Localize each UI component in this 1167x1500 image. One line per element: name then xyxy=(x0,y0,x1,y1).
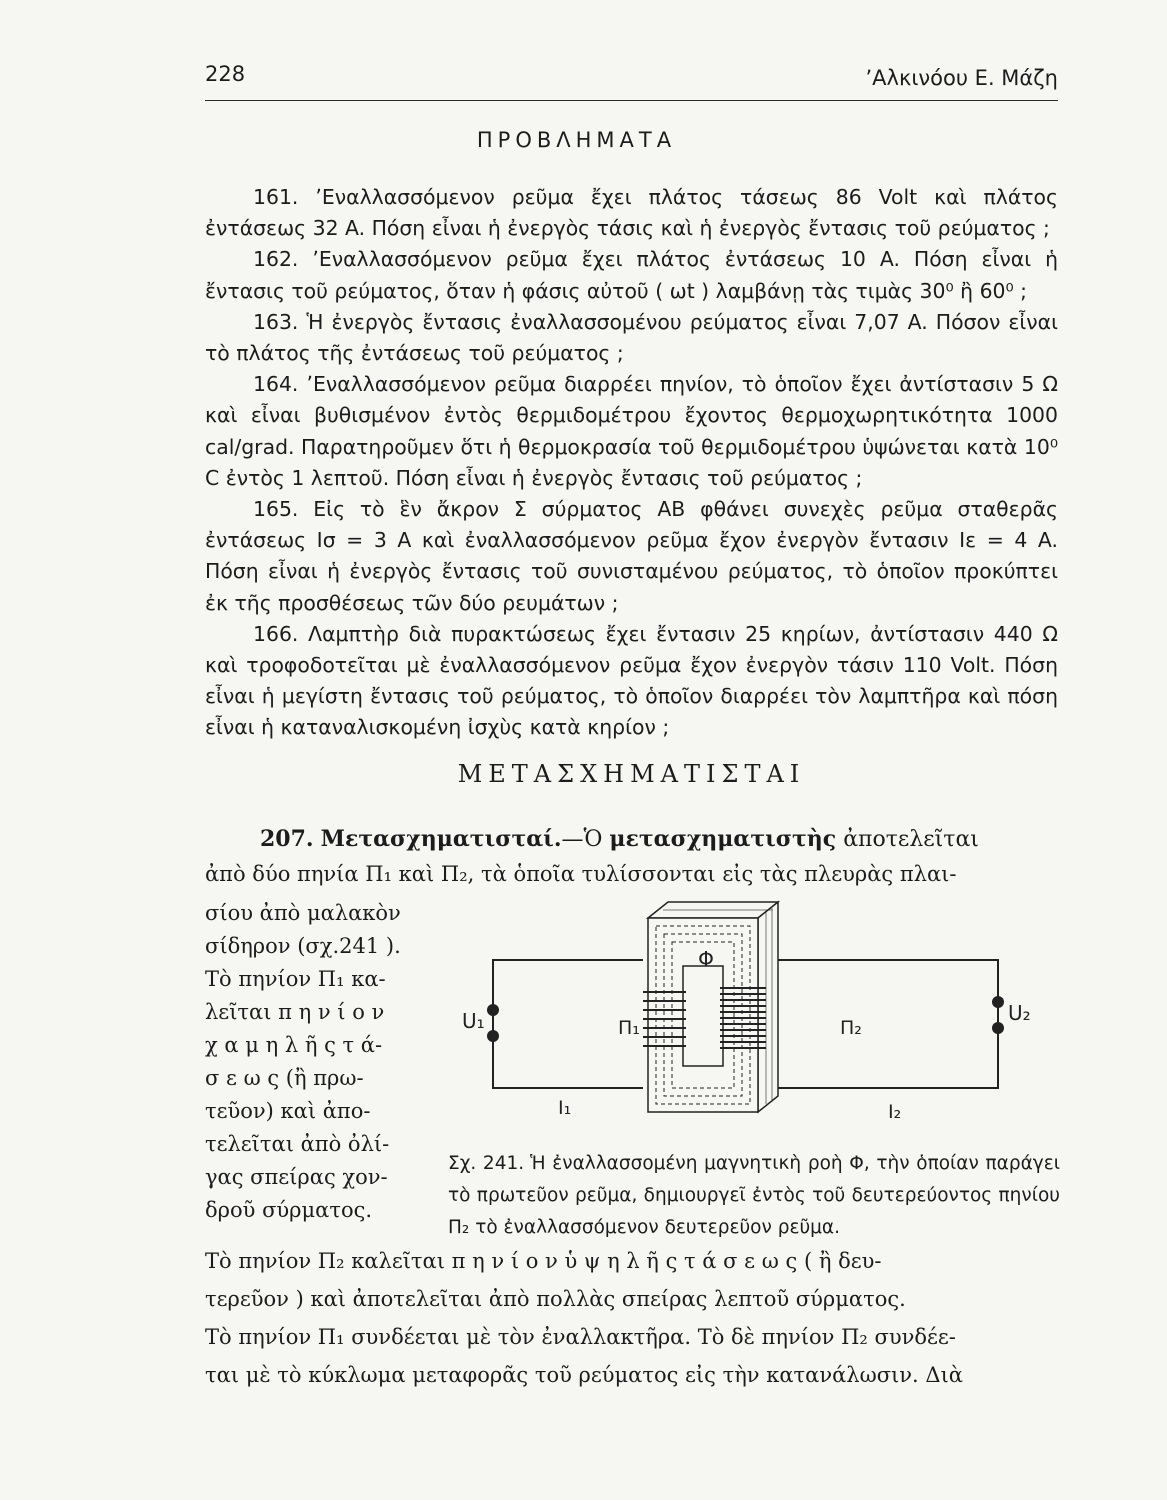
current-i1-label: I₁ xyxy=(558,1097,572,1119)
flux-label: Φ xyxy=(698,947,714,971)
secondary-circuit-wire xyxy=(773,960,998,1088)
body-line: Τὸ πηνίον Π₂ καλεῖται π η ν ί ο ν ὑ ψ η λ ῆ ς τ ά σ ε ω ς ( ἢ δευ- xyxy=(205,1249,882,1273)
current-i2-label: I₂ xyxy=(888,1101,902,1123)
page-number: 228 xyxy=(205,62,246,86)
coil-p2-label: Π₂ xyxy=(840,1017,862,1039)
transformer-diagram xyxy=(448,888,1058,1148)
caption-text: Ἡ ἐναλλασσομένη μαγνητικὴ ροὴ Φ, τὴν ὁποίαν παράγει τὸ πρωτεῦον ρεῦμα, δημιουργεῖ ἐντὸς τοῦ δευτερεύοντος πηνίου Π₂ τὸ ἐναλλασσόμενον δευτερεῦον ρεῦμα. xyxy=(448,1153,1060,1238)
defined-term: μετασχηματιστὴς xyxy=(609,826,837,852)
problems-list xyxy=(205,182,1058,744)
section-title-line: 207. Μετασχηματισταί.—Ὁ μετασχηματιστὴς ἀποτελεῖται xyxy=(260,826,979,852)
problem-item: 166. Λαμπτὴρ διὰ πυρακτώσεως ἔχει ἔντασιν 25 κηρίων, ἀντίστασιν 440 Ω καὶ τροφοδοτεῖται μὲ ἐναλλασσόμενον ρεῦμα ἔχον ἐνεργὸν τάσιν 110 Volt. Πόση εἶναι ἡ μεγίστη ἔντασις τοῦ ρεύματος, τὸ ὁποῖον διαρρέει τὸν λαμπτῆρα καὶ πόση εἶναι ἡ καταναλισκομένη ἰσχὺς κατὰ κηρίον ; xyxy=(205,621,1059,740)
body-line: ται μὲ τὸ κύκλωμα μεταφορᾶς τοῦ ρεύματος εἰς τὴν κατανάλωσιν. Διὰ xyxy=(205,1363,963,1387)
section-number: 207. xyxy=(260,826,314,852)
running-title: ʼΑλκινόου Ε. Μάζη xyxy=(865,66,1058,90)
problem-item: 162. ʼΕναλλασσόμενον ρεῦμα ἔχει πλάτος ἐντάσεως 10 A. Πόση εἶναι ἡ ἔντασις τοῦ ρεύματος, ὅταν ἡ φάσις αὐτοῦ ( ωt ) λαμβάνῃ τὰς τιμὰς 30⁰ ἢ 60⁰ ; xyxy=(205,247,1058,303)
wrapped-text-column: σίου ἀπὸ μαλακὸν σίδηρον (σχ.241 ). Τὸ πηνίον Π₁ κα- λεῖται π η ν ί ο ν χ α μ η λ ῆ ς τ ά- σ ε ω ς (ἢ πρω- τεῦον) καὶ ἀπο- τελεῖται ἀπὸ ὀλί- γας σπείρας χον- δροῦ σύρματος. xyxy=(205,901,401,1222)
body-line: τερεῦον ) καὶ ἀποτελεῖται ἀπὸ πολλὰς σπείρας λεπτοῦ σύρματος. xyxy=(205,1287,906,1311)
problem-item: 163. Ἡ ἐνεργὸς ἔντασις ἐναλλασσομένου ρεύματος εἶναι 7,07 A. Πόσον εἶναι τὸ πλάτος τῆς ἐντάσεως τοῦ ρεύματος ; xyxy=(205,309,1059,366)
figure-caption xyxy=(448,1148,1060,1244)
problems-heading: ΠΡΟΒΛΗΜΑΤΑ xyxy=(476,128,677,152)
body-line: Τὸ πηνίον Π₁ συνδέεται μὲ τὸν ἐναλλακτῆρα. Τὸ δὲ πηνίον Π₂ συνδέε- xyxy=(205,1325,956,1349)
section-heading: ΜΕΤΑΣΧΗΜΑΤΙΣΤΑΙ xyxy=(457,760,806,788)
page-header xyxy=(205,58,1058,101)
body-line: ἀπὸ δύο πηνία Π₁ καὶ Π₂, τὰ ὁποῖα τυλίσσονται εἰς τὰς πλευρὰς πλαι- xyxy=(205,862,957,886)
u1-label: U₁ xyxy=(462,1009,485,1033)
u2-label: U₂ xyxy=(1008,1001,1031,1025)
problem-item: 165. Εἰς τὸ ἓν ἄκρον Σ σύρματος AB φθάνει συνεχὲς ρεῦμα σταθερᾶς ἐντάσεως Iσ = 3 A καὶ ἐναλλασσόμενον ρεῦμα ἔχον ἐνεργὸν ἔντασιν Iε = 4 A. Πόση εἶναι ἡ ἐνεργὸς ἔντασις τοῦ συνισταμένου ρεύματος, τὸ ὁποῖον προκύπτει ἐκ τῆς προσθέσεως τῶν δύο ρευμάτων ; xyxy=(205,497,1058,615)
coil-p1-label: Π₁ xyxy=(618,1017,640,1039)
caption-label: Σχ. 241. xyxy=(448,1153,525,1174)
section-title: Μετασχηματισταί. xyxy=(320,826,562,852)
problem-item: 164. ʼΕναλλασσόμενον ρεῦμα διαρρέει πηνίον, τὸ ὁποῖον ἔχει ἀντίστασιν 5 Ω καὶ εἶναι βυθισμένον ἐντὸς θερμιδομέτρου ἔχοντος θερμοχωρητικότητα 1000 cal/grad. Παρατηροῦμεν ὅτι ἡ θερμοκρασία τοῦ θερμιδομέτρου ὑψώνεται κατὰ 10⁰ C ἐντὸς 1 λεπτοῦ. Πόση εἶναι ἡ ἐνεργὸς ἔντασις τοῦ ρεύματος ; xyxy=(205,372,1058,490)
problem-item: 161. ʼΕναλλασσόμενον ρεῦμα ἔχει πλάτος τάσεως 86 Volt καὶ πλάτος ἐντάσεως 32 A. Πόση εἶναι ἡ ἐνεργὸς τάσις καὶ ἡ ἐνεργὸς ἔντασις τοῦ ρεύματος ; xyxy=(205,185,1058,241)
